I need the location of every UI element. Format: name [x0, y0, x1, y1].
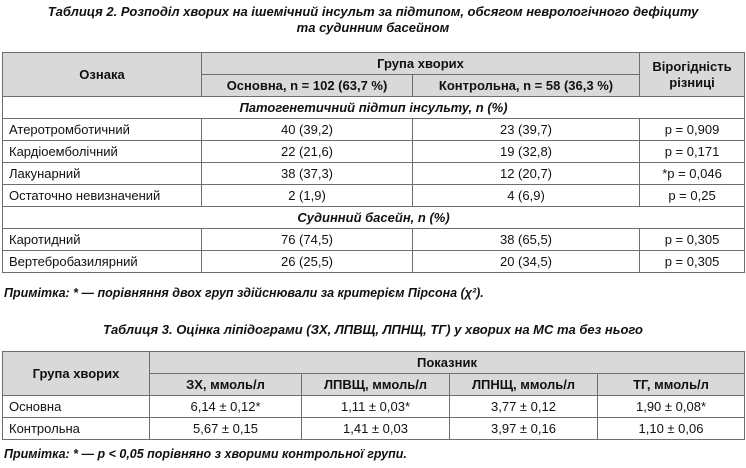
table2-note: Примітка: * — порівняння двох груп здійснювали за критерієм Пірсона (χ²).	[4, 286, 484, 300]
cell-p: p = 0,305	[640, 229, 745, 251]
cell-main: 22 (21,6)	[202, 141, 413, 163]
header-patient-group: Група хворих	[3, 352, 150, 396]
table-row	[3, 185, 745, 207]
cell-control: 4 (6,9)	[413, 185, 640, 207]
cell-zh: 5,67 ± 0,15	[150, 418, 302, 440]
cell-lpnsh: 3,97 ± 0,16	[450, 418, 598, 440]
table-row	[3, 229, 745, 251]
row-label: Контрольна	[3, 418, 150, 440]
cell-control: 23 (39,7)	[413, 119, 640, 141]
header-significance-line1: Вірогідність	[652, 58, 732, 74]
table3-note: Примітка: * — p < 0,05 порівняно з хворими контрольної групи.	[4, 447, 407, 461]
row-label: Основна	[3, 396, 150, 418]
row-label: Атеротромботичний	[3, 119, 202, 141]
header-indicator: Показник	[150, 352, 745, 374]
cell-tg: 1,10 ± 0,06	[598, 418, 745, 440]
table-row	[3, 163, 745, 185]
cell-p: *p = 0,046	[640, 163, 745, 185]
header-lpnsh: ЛПНЩ, ммоль/л	[450, 374, 598, 396]
row-label: Остаточно невизначений	[3, 185, 202, 207]
table-row	[3, 418, 745, 440]
section-vascular-basin: Судинний басейн, n (%)	[3, 207, 745, 229]
header-main-group: Основна, n = 102 (63,7 %)	[202, 75, 413, 97]
section-stroke-subtype: Патогенетичний підтип інсульту, n (%)	[3, 97, 745, 119]
cell-main: 38 (37,3)	[202, 163, 413, 185]
table-row	[3, 119, 745, 141]
table2-caption	[0, 4, 746, 36]
header-significance-line2: різниці	[669, 74, 715, 90]
table-row	[3, 141, 745, 163]
cell-main: 40 (39,2)	[202, 119, 413, 141]
cell-control: 12 (20,7)	[413, 163, 640, 185]
cell-lpnsh: 3,77 ± 0,12	[450, 396, 598, 418]
header-tg: ТГ, ммоль/л	[598, 374, 745, 396]
row-label: Вертебробазилярний	[3, 251, 202, 273]
row-label: Лакунарний	[3, 163, 202, 185]
header-control-group: Контрольна, n = 58 (36,3 %)	[413, 75, 640, 97]
cell-zh: 6,14 ± 0,12*	[150, 396, 302, 418]
header-lpvsh: ЛПВЩ, ммоль/л	[302, 374, 450, 396]
table2	[2, 52, 745, 273]
row-label: Кардіоемболічний	[3, 141, 202, 163]
cell-p: p = 0,171	[640, 141, 745, 163]
cell-control: 19 (32,8)	[413, 141, 640, 163]
cell-main: 2 (1,9)	[202, 185, 413, 207]
cell-p: p = 0,909	[640, 119, 745, 141]
table3-caption: Таблиця 3. Оцінка ліпідограми (ЗХ, ЛПВЩ, ЛПНЩ, ТГ) у хворих на МС та без нього	[103, 322, 643, 337]
cell-main: 26 (25,5)	[202, 251, 413, 273]
cell-lpvsh: 1,11 ± 0,03*	[302, 396, 450, 418]
cell-control: 38 (65,5)	[413, 229, 640, 251]
cell-main: 76 (74,5)	[202, 229, 413, 251]
header-feature: Ознака	[3, 53, 202, 97]
table3	[2, 351, 745, 440]
table-row	[3, 251, 745, 273]
table2-caption-line2: та судинним басейном	[296, 20, 450, 35]
header-group: Група хворих	[202, 53, 640, 75]
table-row	[3, 396, 745, 418]
row-label: Каротидний	[3, 229, 202, 251]
cell-lpvsh: 1,41 ± 0,03	[302, 418, 450, 440]
cell-tg: 1,90 ± 0,08*	[598, 396, 745, 418]
cell-p: p = 0,305	[640, 251, 745, 273]
header-zh: ЗХ, ммоль/л	[150, 374, 302, 396]
header-significance	[640, 53, 745, 97]
table2-caption-line1: Таблиця 2. Розподіл хворих на ішемічний інсульт за підтипом, обсягом неврологічного дефіциту	[47, 4, 699, 19]
cell-control: 20 (34,5)	[413, 251, 640, 273]
cell-p: p = 0,25	[640, 185, 745, 207]
